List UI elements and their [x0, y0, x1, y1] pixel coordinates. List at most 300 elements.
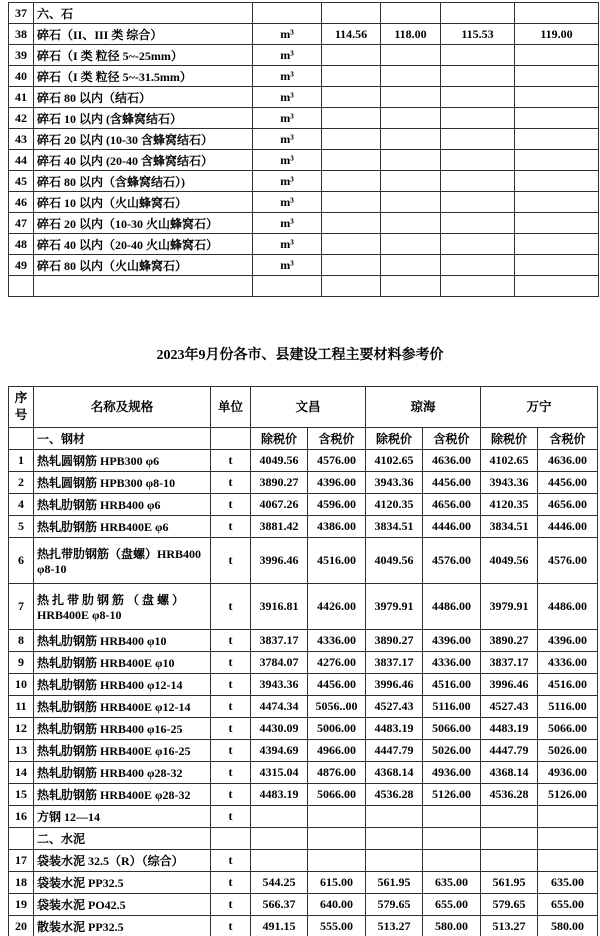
row-number-cell: 20	[9, 916, 34, 936]
price-cell: 4516.00	[538, 674, 598, 696]
price-cell: 4049.56	[251, 450, 308, 472]
price-cell: 4446.00	[423, 516, 481, 538]
price-cell: 4336.00	[423, 652, 481, 674]
price-cell: 4336.00	[538, 652, 598, 674]
table-row	[9, 806, 598, 828]
price-cell: 4049.56	[366, 538, 423, 584]
row-number-cell: 10	[9, 674, 34, 696]
table-row	[9, 255, 599, 276]
unit-cell: t	[211, 806, 251, 828]
price-cell	[441, 45, 515, 66]
price-cell: 3979.91	[481, 584, 538, 630]
price-cell	[308, 850, 366, 872]
price-cell: 4536.28	[481, 784, 538, 806]
price-cell	[423, 850, 481, 872]
price-cell	[381, 213, 441, 234]
price-cell	[515, 171, 599, 192]
price-cell: 4656.00	[423, 494, 481, 516]
price-cell: 4368.14	[481, 762, 538, 784]
price-cell: 4368.14	[366, 762, 423, 784]
price-cell	[515, 150, 599, 171]
unit-cell: t	[211, 696, 251, 718]
unit-cell: t	[211, 784, 251, 806]
price-cell	[381, 108, 441, 129]
table-row	[9, 472, 598, 494]
section-label-cell: 二、水泥	[34, 828, 211, 850]
material-table-header	[9, 387, 598, 428]
table-row	[9, 494, 598, 516]
price-cell	[538, 806, 598, 828]
table-row	[9, 192, 599, 213]
material-name-cell: 碎石 20 以内（10-30 火山蜂窝石）	[34, 213, 253, 234]
price-cell: 3996.46	[366, 674, 423, 696]
price-cell: 4394.69	[251, 740, 308, 762]
price-cell	[515, 255, 599, 276]
price-cell	[441, 108, 515, 129]
table-row	[9, 630, 598, 652]
table-row	[9, 108, 599, 129]
price-cell	[515, 108, 599, 129]
table-row	[9, 234, 599, 255]
price-cell: 635.00	[423, 872, 481, 894]
price-cell: 4636.00	[538, 450, 598, 472]
price-cell: 4483.19	[366, 718, 423, 740]
row-number-cell: 4	[9, 494, 34, 516]
price-cell: 3996.46	[481, 674, 538, 696]
price-cell	[441, 150, 515, 171]
unit-cell: m³	[253, 87, 322, 108]
unit-cell	[253, 276, 322, 297]
price-cell	[381, 150, 441, 171]
table-row	[9, 129, 599, 150]
price-cell: 114.56	[322, 24, 381, 45]
price-cell: 4456.00	[308, 674, 366, 696]
material-name-cell: 方钢 12—14	[34, 806, 211, 828]
row-number-cell: 19	[9, 894, 34, 916]
price-cell: 4456.00	[538, 472, 598, 494]
material-name-cell: 袋装水泥 PO42.5	[34, 894, 211, 916]
price-cell: 4446.00	[538, 516, 598, 538]
table-row	[9, 718, 598, 740]
row-number-cell: 46	[9, 192, 34, 213]
unit-cell: t	[211, 450, 251, 472]
row-number-cell: 6	[9, 538, 34, 584]
price-type-header-cell: 除税价	[251, 428, 308, 450]
price-cell	[481, 828, 538, 850]
column-header-city-wenchang: 文昌	[251, 387, 366, 428]
price-cell: 4576.00	[308, 450, 366, 472]
price-cell: 4636.00	[423, 450, 481, 472]
price-cell	[441, 213, 515, 234]
price-cell: 5026.00	[423, 740, 481, 762]
price-cell: 4430.09	[251, 718, 308, 740]
column-header-name: 名称及规格	[34, 387, 211, 428]
price-cell	[481, 850, 538, 872]
unit-cell: t	[211, 538, 251, 584]
price-cell: 635.00	[538, 872, 598, 894]
price-cell: 4576.00	[538, 538, 598, 584]
price-cell: 4276.00	[308, 652, 366, 674]
row-number-cell: 16	[9, 806, 34, 828]
price-cell: 3834.51	[481, 516, 538, 538]
material-name-cell: 热轧肋钢筋 HRB400E φ12-14	[34, 696, 211, 718]
price-cell	[515, 3, 599, 24]
price-cell: 513.27	[366, 916, 423, 936]
row-number-cell	[9, 276, 34, 297]
price-cell	[322, 213, 381, 234]
row-number-cell: 43	[9, 129, 34, 150]
row-number-cell: 48	[9, 234, 34, 255]
price-cell: 579.65	[481, 894, 538, 916]
row-number-cell: 11	[9, 696, 34, 718]
price-cell	[515, 45, 599, 66]
price-cell	[381, 87, 441, 108]
price-cell	[381, 3, 441, 24]
price-cell	[251, 828, 308, 850]
unit-cell: m³	[253, 234, 322, 255]
material-name-cell: 热 扎 带 肋 钢 筋 （ 盘 螺 ）HRB400E φ8-10	[34, 584, 211, 630]
material-name-cell: 热轧圆钢筋 HPB300 φ8-10	[34, 472, 211, 494]
price-cell: 4315.04	[251, 762, 308, 784]
table-row	[9, 171, 599, 192]
price-cell: 5116.00	[538, 696, 598, 718]
price-cell: 4426.00	[308, 584, 366, 630]
price-cell	[322, 255, 381, 276]
row-number-cell: 41	[9, 87, 34, 108]
table-row	[9, 894, 598, 916]
price-cell: 4936.00	[423, 762, 481, 784]
price-cell: 580.00	[538, 916, 598, 936]
material-name-cell: 热轧圆钢筋 HPB300 φ6	[34, 450, 211, 472]
unit-cell: m³	[253, 213, 322, 234]
table-row	[9, 740, 598, 762]
unit-cell	[211, 828, 251, 850]
unit-cell: t	[211, 916, 251, 936]
row-number-cell: 17	[9, 850, 34, 872]
unit-cell: m³	[253, 24, 322, 45]
material-name-cell: 碎石（II、III 类 综合）	[34, 24, 253, 45]
table-row	[9, 450, 598, 472]
price-cell: 4656.00	[538, 494, 598, 516]
price-cell: 4486.00	[423, 584, 481, 630]
price-cell: 561.95	[481, 872, 538, 894]
row-number-cell: 39	[9, 45, 34, 66]
stone-price-table	[8, 2, 599, 297]
price-cell: 4447.79	[481, 740, 538, 762]
unit-cell: t	[211, 718, 251, 740]
price-cell	[441, 171, 515, 192]
price-cell	[381, 129, 441, 150]
unit-cell: t	[211, 494, 251, 516]
material-name-cell: 热轧肋钢筋 HRB400 φ6	[34, 494, 211, 516]
price-cell	[441, 129, 515, 150]
price-cell: 4516.00	[308, 538, 366, 584]
price-cell	[441, 234, 515, 255]
price-cell: 3916.81	[251, 584, 308, 630]
unit-cell: m³	[253, 108, 322, 129]
column-header-city-qionghai: 琼海	[366, 387, 481, 428]
material-name-cell: 碎石 40 以内（20-40 火山蜂窝石）	[34, 234, 253, 255]
table-row	[9, 762, 598, 784]
price-cell: 4483.19	[251, 784, 308, 806]
price-cell: 115.53	[441, 24, 515, 45]
price-cell	[366, 806, 423, 828]
price-cell	[322, 108, 381, 129]
material-name-cell: 热轧肋钢筋 HRB400E φ16-25	[34, 740, 211, 762]
price-cell	[322, 66, 381, 87]
price-cell	[538, 828, 598, 850]
table-row	[9, 538, 598, 584]
price-cell	[441, 255, 515, 276]
material-name-cell: 碎石 10 以内（火山蜂窝石）	[34, 192, 253, 213]
price-cell: 4396.00	[538, 630, 598, 652]
column-header-seq: 序号	[9, 387, 34, 428]
material-name-cell: 碎石 20 以内 (10-30 含蜂窝结石）	[34, 129, 253, 150]
column-header-city-wanning: 万宁	[481, 387, 598, 428]
table-row	[9, 916, 598, 936]
material-name-cell: 碎石 40 以内 (20-40 含蜂窝结石）	[34, 150, 253, 171]
price-cell: 3996.46	[251, 538, 308, 584]
price-cell: 3890.27	[366, 630, 423, 652]
price-cell	[322, 87, 381, 108]
price-cell	[322, 192, 381, 213]
row-number-cell: 12	[9, 718, 34, 740]
price-cell: 4936.00	[538, 762, 598, 784]
material-name-cell: 热轧肋钢筋 HRB400E φ28-32	[34, 784, 211, 806]
price-cell: 4386.00	[308, 516, 366, 538]
price-type-header-cell: 含税价	[423, 428, 481, 450]
price-cell	[322, 129, 381, 150]
material-name-cell: 六、石	[34, 3, 253, 24]
unit-cell: m³	[253, 255, 322, 276]
price-cell: 118.00	[381, 24, 441, 45]
unit-cell: t	[211, 652, 251, 674]
price-cell: 4456.00	[423, 472, 481, 494]
row-number-cell: 9	[9, 652, 34, 674]
row-number-cell: 40	[9, 66, 34, 87]
material-name-cell: 碎石（I 类 粒径 5~-25mm）	[34, 45, 253, 66]
row-number-cell: 47	[9, 213, 34, 234]
price-cell: 4486.00	[538, 584, 598, 630]
price-cell: 3890.27	[251, 472, 308, 494]
row-number-cell: 8	[9, 630, 34, 652]
price-cell: 544.25	[251, 872, 308, 894]
unit-cell: t	[211, 516, 251, 538]
row-number-cell: 1	[9, 450, 34, 472]
price-cell: 3881.42	[251, 516, 308, 538]
price-cell	[322, 45, 381, 66]
price-cell	[515, 87, 599, 108]
unit-cell: t	[211, 762, 251, 784]
price-type-header-cell: 含税价	[538, 428, 598, 450]
column-header-unit: 单位	[211, 387, 251, 428]
row-number-cell: 7	[9, 584, 34, 630]
price-cell: 655.00	[538, 894, 598, 916]
price-cell: 5126.00	[538, 784, 598, 806]
price-cell	[515, 129, 599, 150]
price-cell: 119.00	[515, 24, 599, 45]
unit-cell	[211, 428, 251, 450]
unit-cell: t	[211, 740, 251, 762]
price-cell	[381, 171, 441, 192]
table-row	[9, 66, 599, 87]
material-name-cell: 热扎带肋钢筋（盘螺）HRB400 φ8-10	[34, 538, 211, 584]
section-label-cell: 一、钢材	[34, 428, 211, 450]
price-cell	[322, 234, 381, 255]
price-cell: 3834.51	[366, 516, 423, 538]
price-cell: 5066.00	[538, 718, 598, 740]
page-title: 2023年9月份各市、县建设工程主要材料参考价	[156, 348, 444, 363]
price-cell: 4516.00	[423, 674, 481, 696]
row-number-cell: 2	[9, 472, 34, 494]
price-cell: 4102.65	[366, 450, 423, 472]
price-cell	[538, 850, 598, 872]
material-name-cell: 碎石 80 以内（火山蜂窝石）	[34, 255, 253, 276]
material-name-cell: 袋装水泥 32.5（R）（综合）	[34, 850, 211, 872]
price-cell: 566.37	[251, 894, 308, 916]
material-price-table	[8, 386, 598, 936]
price-cell: 4536.28	[366, 784, 423, 806]
row-number-cell: 42	[9, 108, 34, 129]
price-cell: 4447.79	[366, 740, 423, 762]
material-name-cell: 热轧肋钢筋 HRB400 φ12-14	[34, 674, 211, 696]
price-cell: 4596.00	[308, 494, 366, 516]
price-cell	[322, 171, 381, 192]
price-cell: 4966.00	[308, 740, 366, 762]
price-cell	[322, 3, 381, 24]
price-cell: 5066.00	[423, 718, 481, 740]
unit-cell: m³	[253, 171, 322, 192]
price-cell	[322, 150, 381, 171]
price-cell: 5026.00	[538, 740, 598, 762]
material-name-cell	[34, 276, 253, 297]
unit-cell: t	[211, 872, 251, 894]
price-cell	[381, 45, 441, 66]
price-cell: 4876.00	[308, 762, 366, 784]
price-cell: 3837.17	[481, 652, 538, 674]
material-name-cell: 热轧肋钢筋 HRB400 φ10	[34, 630, 211, 652]
price-cell: 4120.35	[366, 494, 423, 516]
table-row	[9, 150, 599, 171]
row-number-cell: 38	[9, 24, 34, 45]
price-cell: 5116.00	[423, 696, 481, 718]
price-cell	[308, 828, 366, 850]
material-name-cell: 热轧肋钢筋 HRB400E φ10	[34, 652, 211, 674]
row-number-cell: 37	[9, 3, 34, 24]
unit-cell: t	[211, 472, 251, 494]
price-cell: 3890.27	[481, 630, 538, 652]
material-name-cell: 碎石（I 类 粒径 5~-31.5mm）	[34, 66, 253, 87]
price-cell	[381, 66, 441, 87]
price-cell	[381, 276, 441, 297]
price-cell: 3943.36	[366, 472, 423, 494]
price-cell	[441, 87, 515, 108]
unit-cell: m³	[253, 66, 322, 87]
table-row	[9, 3, 599, 24]
row-number-cell: 49	[9, 255, 34, 276]
price-cell	[515, 192, 599, 213]
price-cell: 5056..00	[308, 696, 366, 718]
price-cell	[423, 828, 481, 850]
price-cell: 4067.26	[251, 494, 308, 516]
table-row	[9, 872, 598, 894]
price-type-header-cell: 除税价	[481, 428, 538, 450]
table-row	[9, 516, 598, 538]
price-cell: 655.00	[423, 894, 481, 916]
price-cell	[515, 276, 599, 297]
material-name-cell: 碎石 80 以内（结石）	[34, 87, 253, 108]
price-cell: 4483.19	[481, 718, 538, 740]
price-cell	[251, 850, 308, 872]
row-number-cell: 18	[9, 872, 34, 894]
table-row	[9, 584, 598, 630]
price-cell	[251, 806, 308, 828]
table-row	[9, 87, 599, 108]
price-cell: 4102.65	[481, 450, 538, 472]
material-name-cell: 热轧肋钢筋 HRB400 φ28-32	[34, 762, 211, 784]
row-number-cell: 15	[9, 784, 34, 806]
price-cell: 4396.00	[308, 472, 366, 494]
price-cell	[481, 806, 538, 828]
price-cell: 4576.00	[423, 538, 481, 584]
table-row	[9, 828, 598, 850]
material-name-cell: 碎石 10 以内 (含蜂窝结石）	[34, 108, 253, 129]
material-name-cell: 袋装水泥 PP32.5	[34, 872, 211, 894]
price-cell	[308, 806, 366, 828]
price-cell: 3784.07	[251, 652, 308, 674]
price-cell: 513.27	[481, 916, 538, 936]
unit-cell: m³	[253, 129, 322, 150]
price-cell: 5126.00	[423, 784, 481, 806]
price-cell: 579.65	[366, 894, 423, 916]
price-cell	[366, 850, 423, 872]
row-number-cell: 14	[9, 762, 34, 784]
material-name-cell: 热轧肋钢筋 HRB400E φ6	[34, 516, 211, 538]
row-number-cell: 5	[9, 516, 34, 538]
material-table-body	[9, 428, 598, 936]
price-cell: 4527.43	[366, 696, 423, 718]
price-cell	[381, 192, 441, 213]
price-cell: 3837.17	[251, 630, 308, 652]
price-cell: 4120.35	[481, 494, 538, 516]
price-cell	[381, 255, 441, 276]
price-cell: 5066.00	[308, 784, 366, 806]
unit-cell: t	[211, 850, 251, 872]
table-row	[9, 850, 598, 872]
table-row	[9, 213, 599, 234]
row-number-cell: 13	[9, 740, 34, 762]
price-cell	[381, 234, 441, 255]
price-cell: 3943.36	[251, 674, 308, 696]
price-cell	[441, 192, 515, 213]
row-number-cell	[9, 828, 34, 850]
unit-cell: t	[211, 584, 251, 630]
price-cell: 4474.34	[251, 696, 308, 718]
price-cell: 640.00	[308, 894, 366, 916]
row-number-cell: 45	[9, 171, 34, 192]
price-cell: 561.95	[366, 872, 423, 894]
material-name-cell: 热轧肋钢筋 HRB400 φ16-25	[34, 718, 211, 740]
price-cell: 4396.00	[423, 630, 481, 652]
price-cell: 4336.00	[308, 630, 366, 652]
unit-cell: t	[211, 630, 251, 652]
price-cell: 3979.91	[366, 584, 423, 630]
price-cell	[423, 806, 481, 828]
price-type-header-cell: 除税价	[366, 428, 423, 450]
price-cell	[322, 276, 381, 297]
material-name-cell: 散装水泥 PP32.5	[34, 916, 211, 936]
price-cell	[515, 234, 599, 255]
